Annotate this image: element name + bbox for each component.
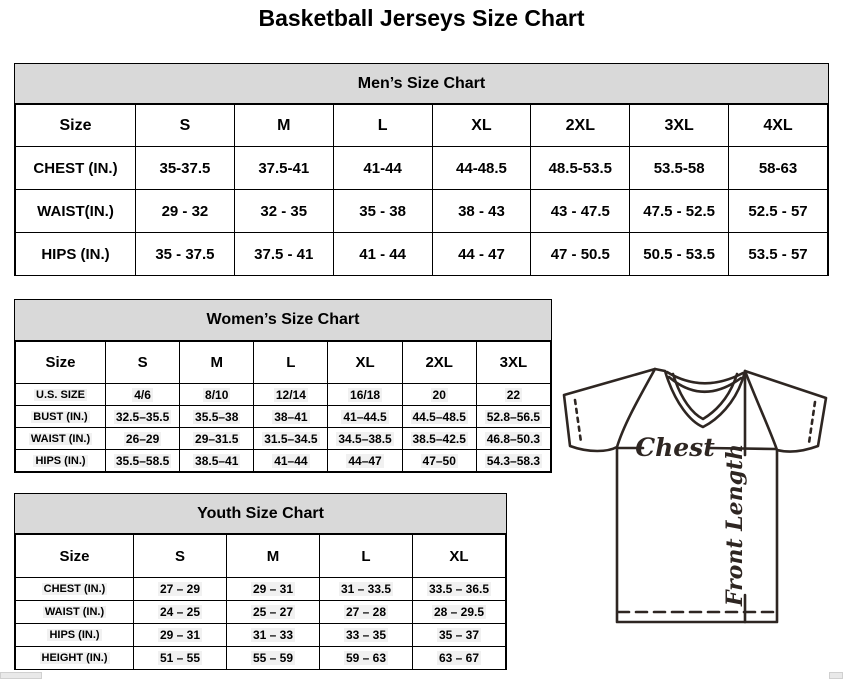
size-value (227, 624, 320, 647)
size-value: 32 - 35 (234, 190, 333, 233)
column-header: 3XL (630, 105, 729, 147)
column-header: L (333, 105, 432, 147)
size-value (402, 428, 476, 450)
size-value: 35 - 38 (333, 190, 432, 233)
highlighted-text: 29 – 31 (252, 582, 294, 596)
size-value (328, 428, 402, 450)
column-header: Size (16, 105, 136, 147)
highlighted-text: 35.5–58.5 (115, 453, 170, 468)
highlighted-text: 55 – 59 (252, 651, 294, 665)
highlighted-text: 63 – 67 (438, 651, 480, 665)
highlighted-text: 31 – 33.5 (340, 582, 392, 596)
highlighted-text: 38–41 (274, 409, 308, 424)
row-label (16, 450, 106, 472)
highlighted-text: BUST (IN.) (33, 410, 88, 423)
size-value (320, 647, 413, 670)
size-value: 41-44 (333, 147, 432, 190)
table-row (16, 647, 506, 670)
column-header: Size (16, 535, 134, 578)
highlighted-text: 28 – 29.5 (433, 605, 485, 619)
highlighted-text: WAIST (IN.) (30, 432, 91, 445)
size-value (320, 578, 413, 601)
youth-chart-title: Youth Size Chart (15, 494, 506, 534)
column-header: Size (16, 342, 106, 384)
table-row (16, 384, 551, 406)
size-value (254, 406, 328, 428)
table-row (16, 233, 828, 276)
highlighted-text: 52.8–56.5 (486, 409, 541, 424)
column-header: 2XL (531, 105, 630, 147)
horizontal-scrollbar-fragment-right[interactable] (829, 672, 843, 679)
highlighted-text: 24 – 25 (159, 605, 201, 619)
header-row (16, 535, 506, 578)
size-value: 47 - 50.5 (531, 233, 630, 276)
column-header: S (134, 535, 227, 578)
jersey-measurement-diagram (553, 356, 840, 668)
size-value: 53.5-58 (630, 147, 729, 190)
highlighted-text: 16/18 (350, 387, 381, 402)
size-value (227, 601, 320, 624)
highlighted-text: 59 – 63 (345, 651, 387, 665)
highlighted-text: 20 (432, 387, 446, 402)
table-row (16, 406, 551, 428)
size-value: 37.5 - 41 (234, 233, 333, 276)
size-value: 41 - 44 (333, 233, 432, 276)
size-value (413, 578, 506, 601)
size-value (254, 450, 328, 472)
column-header: L (320, 535, 413, 578)
row-label (16, 624, 134, 647)
header-row (16, 342, 551, 384)
table-row (16, 428, 551, 450)
highlighted-text: 22 (506, 387, 521, 402)
highlighted-text: 44–47 (348, 453, 382, 468)
highlighted-text: 44.5–48.5 (412, 409, 466, 424)
size-value (180, 406, 254, 428)
highlighted-text: 35.5–38 (195, 409, 239, 424)
size-value: 44-48.5 (432, 147, 531, 190)
highlighted-text: HIPS (IN.) (49, 629, 100, 641)
size-value (328, 384, 402, 406)
table-row (16, 450, 551, 472)
row-label: CHEST (IN.) (16, 147, 136, 190)
size-value (134, 647, 227, 670)
size-value: 53.5 - 57 (729, 233, 828, 276)
highlighted-text: 34.5–38.5 (338, 431, 392, 446)
column-header: XL (413, 535, 506, 578)
column-header: M (227, 535, 320, 578)
column-header: M (180, 342, 254, 384)
table-row (16, 601, 506, 624)
highlighted-text: U.S. SIZE (36, 388, 85, 401)
size-value (402, 450, 476, 472)
size-value: 58-63 (729, 147, 828, 190)
highlighted-text: WAIST (IN.) (44, 606, 105, 618)
highlighted-text: 51 – 55 (159, 651, 201, 665)
highlighted-text: 38.5–42.5 (412, 431, 466, 446)
size-value (180, 450, 254, 472)
size-value: 43 - 47.5 (531, 190, 630, 233)
size-value (227, 578, 320, 601)
highlighted-text: 47–50 (422, 453, 456, 468)
table-row (16, 190, 828, 233)
highlighted-text: 35 – 37 (438, 628, 480, 642)
column-header: 4XL (729, 105, 828, 147)
jersey-outline (564, 369, 826, 622)
column-header: M (234, 105, 333, 147)
front-length-label: Front Length (722, 443, 748, 607)
size-value (320, 601, 413, 624)
row-label: WAIST(IN.) (16, 190, 136, 233)
size-value: 47.5 - 52.5 (630, 190, 729, 233)
highlighted-text: 31 – 33 (252, 628, 294, 642)
womens-size-chart (14, 299, 552, 473)
size-value: 37.5-41 (234, 147, 333, 190)
collar-arc-outer (667, 372, 743, 383)
size-value (413, 624, 506, 647)
highlighted-text: 12/14 (275, 387, 306, 402)
size-value (476, 406, 550, 428)
row-label: HIPS (IN.) (16, 233, 136, 276)
highlighted-text: HIPS (IN.) (35, 454, 86, 467)
highlighted-text: 33.5 – 36.5 (428, 582, 490, 596)
highlighted-text: 41–44 (274, 453, 308, 468)
size-value: 50.5 - 53.5 (630, 233, 729, 276)
size-value: 52.5 - 57 (729, 190, 828, 233)
highlighted-text: 29–31.5 (195, 431, 239, 446)
size-value (106, 450, 180, 472)
size-value (328, 450, 402, 472)
size-value (254, 384, 328, 406)
mens-chart-title: Men’s Size Chart (15, 64, 828, 104)
size-value (180, 428, 254, 450)
size-value (134, 624, 227, 647)
highlighted-text: 31.5–34.5 (264, 431, 318, 446)
highlighted-text: 26–29 (125, 431, 160, 446)
size-value (106, 384, 180, 406)
chest-label: Chest (635, 433, 715, 462)
row-label (16, 406, 106, 428)
mens-size-chart (14, 63, 829, 276)
column-header: S (106, 342, 180, 384)
highlighted-text: 41–44.5 (343, 409, 387, 424)
size-value: 38 - 43 (432, 190, 531, 233)
highlighted-text: 8/10 (205, 387, 229, 402)
highlighted-text: CHEST (IN.) (43, 583, 106, 595)
youth-size-table (15, 534, 506, 670)
column-header: 2XL (402, 342, 476, 384)
size-value: 48.5-53.5 (531, 147, 630, 190)
column-header: L (254, 342, 328, 384)
row-label (16, 601, 134, 624)
size-value: 29 - 32 (136, 190, 235, 233)
row-label (16, 428, 106, 450)
row-label (16, 578, 134, 601)
size-value: 44 - 47 (432, 233, 531, 276)
youth-size-chart (14, 493, 507, 670)
highlighted-text: 29 – 31 (159, 628, 201, 642)
highlighted-text: 54.3–58.3 (486, 453, 541, 468)
size-value (254, 428, 328, 450)
size-value (476, 428, 550, 450)
size-value (476, 450, 550, 472)
size-value: 35 - 37.5 (136, 233, 235, 276)
size-value: 35-37.5 (136, 147, 235, 190)
table-row (16, 147, 828, 190)
size-value (227, 647, 320, 670)
size-value (476, 384, 550, 406)
size-value (402, 406, 476, 428)
mens-size-table (15, 104, 828, 276)
size-value (134, 601, 227, 624)
size-value (106, 406, 180, 428)
column-header: S (136, 105, 235, 147)
row-label (16, 647, 134, 670)
size-value (402, 384, 476, 406)
column-header: 3XL (476, 342, 550, 384)
highlighted-text: 27 – 28 (345, 605, 387, 619)
size-value (134, 578, 227, 601)
size-value (413, 601, 506, 624)
highlighted-text: 4/6 (134, 387, 151, 402)
highlighted-text: 38.5–41 (195, 453, 239, 468)
highlighted-text: HEIGHT (IN.) (41, 652, 108, 664)
header-row (16, 105, 828, 147)
table-row (16, 578, 506, 601)
page-title: Basketball Jerseys Size Chart (258, 5, 585, 31)
size-value (328, 406, 402, 428)
womens-size-table (15, 341, 551, 472)
column-header: XL (328, 342, 402, 384)
womens-chart-title: Women’s Size Chart (15, 300, 551, 341)
size-value (320, 624, 413, 647)
table-row (16, 624, 506, 647)
highlighted-text: 33 – 35 (345, 628, 387, 642)
highlighted-text: 27 – 29 (159, 582, 201, 596)
column-header: XL (432, 105, 531, 147)
size-value (413, 647, 506, 670)
size-value (180, 384, 254, 406)
highlighted-text: 32.5–35.5 (115, 409, 170, 424)
highlighted-text: 25 – 27 (252, 605, 294, 619)
size-value (106, 428, 180, 450)
horizontal-scrollbar-fragment-left[interactable] (0, 672, 42, 679)
highlighted-text: 46.8–50.3 (486, 431, 541, 446)
row-label (16, 384, 106, 406)
